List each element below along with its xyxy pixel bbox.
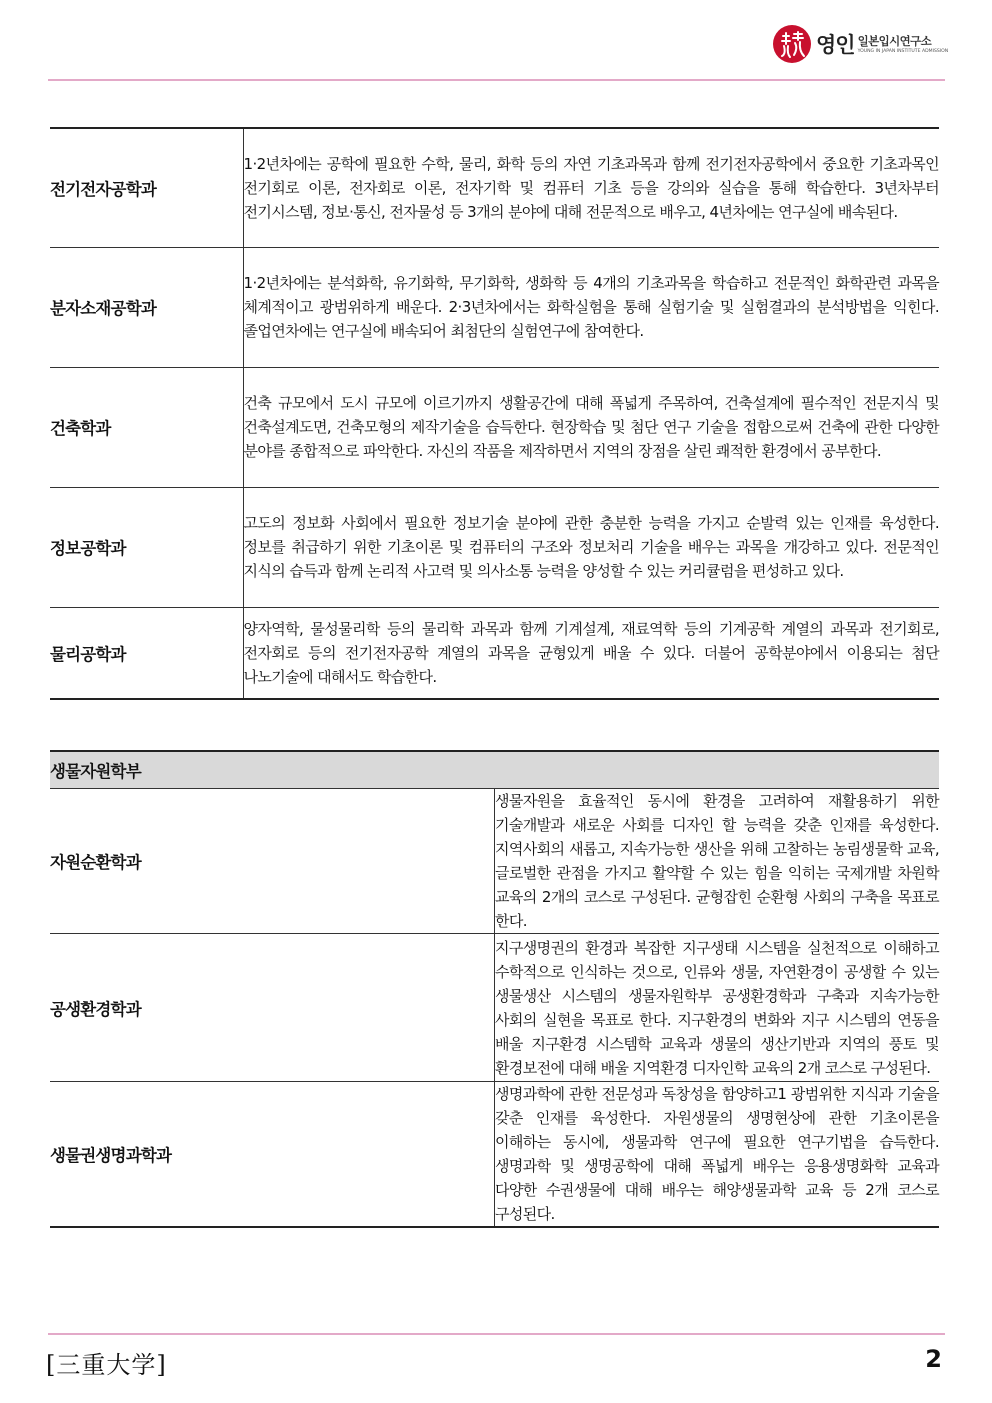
table-row — [50, 128, 939, 247]
department-name: 건축학과 — [50, 367, 243, 487]
footer-divider — [48, 1333, 945, 1335]
bioresources-departments-table — [50, 750, 939, 1228]
footer-university-title: [三重大学] — [46, 1351, 167, 1379]
page-number: 2 — [925, 1345, 942, 1373]
department-name: 분자소재공학과 — [50, 247, 243, 367]
table-row — [50, 789, 939, 934]
logo-english: YOUNG IN JAPAN INSTITUTE ADMISSION — [857, 48, 949, 54]
table-row — [50, 1082, 939, 1228]
department-description: 1·2년차에는 공학에 필요한 수학, 물리, 화학 등의 자연 기초과목과 함께 전기전자공학에서 중요한 기초과목인 전기회로 이론, 전자회로 이론, 전자기학 및 컴퓨터 기초 등을 강의와 실습을 통해 학습한다. 3년차부터 전기시스템, 정보·통신, 전자물성 등 3개의 분야에 대해 전문적으로 배우고, 4년차에는 연구실에 배속된다. — [243, 154, 939, 221]
department-name: 정보공학과 — [50, 487, 243, 607]
section-title: 생물자원학부 — [50, 751, 939, 789]
department-name: 생물권생명과학과 — [50, 1082, 495, 1228]
table-row — [50, 934, 939, 1082]
header-divider — [48, 79, 945, 81]
department-name: 자원순환학과 — [50, 789, 495, 934]
logo-mark-icon — [772, 24, 812, 64]
logo-subtitle: 일본입시연구소 — [857, 33, 932, 48]
department-name: 물리공학과 — [50, 607, 243, 699]
table-row — [50, 367, 939, 487]
department-description: 생명과학에 관한 전문성과 독창성을 함양하고1 광범위한 지식과 기술을 갖춘 인재를 육성한다. 자원생물의 생명현상에 관한 기초이론을 이해하는 동시에, 생물과학 연구에 필요한 연구기법을 습득한다. 생명과학 및 생명공학에 대해 폭넓게 배우는 응용생명화학 교육과 다양한 수권생물에 대해 배우는 해양생물과학 교육 등 2개 코스로 구성된다. — [495, 1082, 940, 1228]
department-description: 양자역학, 물성물리학 등의 물리학 과목과 함께 기계설계, 재료역학 등의 기계공학 계열의 과목과 전기회로, 전자회로 등의 전기전자공학 계열의 과목을 균형있게 배울 수 있다. 더불어 공학분야에서 이용되는 첨단 나노기술에 대해서도 학습한다. — [243, 607, 939, 699]
table-row — [50, 607, 939, 699]
engineering-departments-table — [50, 127, 939, 700]
logo — [772, 22, 948, 66]
department-description: 생물자원을 효율적인 동시에 환경을 고려하여 재활용하기 위한 기술개발과 새로운 사회를 디자인 할 능력을 갖춘 인재를 육성한다. 지역사회의 새롭고, 지속가능한 생산을 위해 고찰하는 농림생물학 교육, 글로벌한 관점을 가지고 활약할 수 있는 힘을 익히는 국제개발 차원학 교육의 2개의 코스로 구성된다. 균형잡힌 순환형 사회의 구축을 목표로 한다. — [495, 792, 939, 930]
section-header-row — [50, 751, 939, 789]
department-name: 공생환경학과 — [50, 934, 495, 1082]
table-row — [50, 487, 939, 607]
department-description: 고도의 정보화 사회에서 필요한 정보기술 분야에 관한 충분한 능력을 가지고 순발력 있는 인재를 육성한다. 정보를 취급하기 위한 기초이론 및 컴퓨터의 구조와 정보처리 기술을 배우는 과목을 개강하고 있다. 전문적인 지식의 습득과 함께 논리적 사고력 및 의사소통 능력을 양성할 수 있는 커리큘럼을 편성하고 있다. — [243, 487, 939, 607]
table-row — [50, 247, 939, 367]
logo-name: 영인 — [816, 33, 855, 57]
department-description: 지구생명권의 환경과 복잡한 지구생태 시스템을 실천적으로 이해하고 수학적으로 인식하는 것으로, 인류와 생물, 자연환경이 공생할 수 있는 생물생산 시스템의 생물자원학부 공생환경학과 구축과 지속가능한 사회의 실현을 목표로 한다. 지구환경의 변화와 지구 시스템의 연동을 배울 지구환경 시스템학 교육과 생물의 생산기반과 지역의 풍토 및 환경보전에 대해 배울 지역환경 디자인학 교육의 2개 코스로 구성된다. — [495, 934, 940, 1082]
department-name: 전기전자공학과 — [50, 128, 243, 247]
department-description: 건축 규모에서 도시 규모에 이르기까지 생활공간에 대해 폭넓게 주목하여, 건축설계에 필수적인 전문지식 및 건축설계도면, 건축모형의 제작기술을 습득한다. 현장학습 및 첨단 연구 기술을 접함으로써 건축에 관한 다양한 분야를 종합적으로 파악한다. 자신의 작품을 제작하면서 지역의 장점을 살린 쾌적한 환경에서 공부한다. — [243, 367, 939, 487]
department-description: 1·2년차에는 분석화학, 유기화학, 무기화학, 생화학 등 4개의 기초과목을 학습하고 전문적인 화학관련 과목을 체계적이고 광범위하게 배운다. 2·3년차에서는 화학실험을 통해 실험기술 및 실험결과의 분석방법을 익힌다. 졸업연차에는 연구실에 배속되어 최첨단의 실험연구에 참여한다. — [243, 247, 939, 367]
